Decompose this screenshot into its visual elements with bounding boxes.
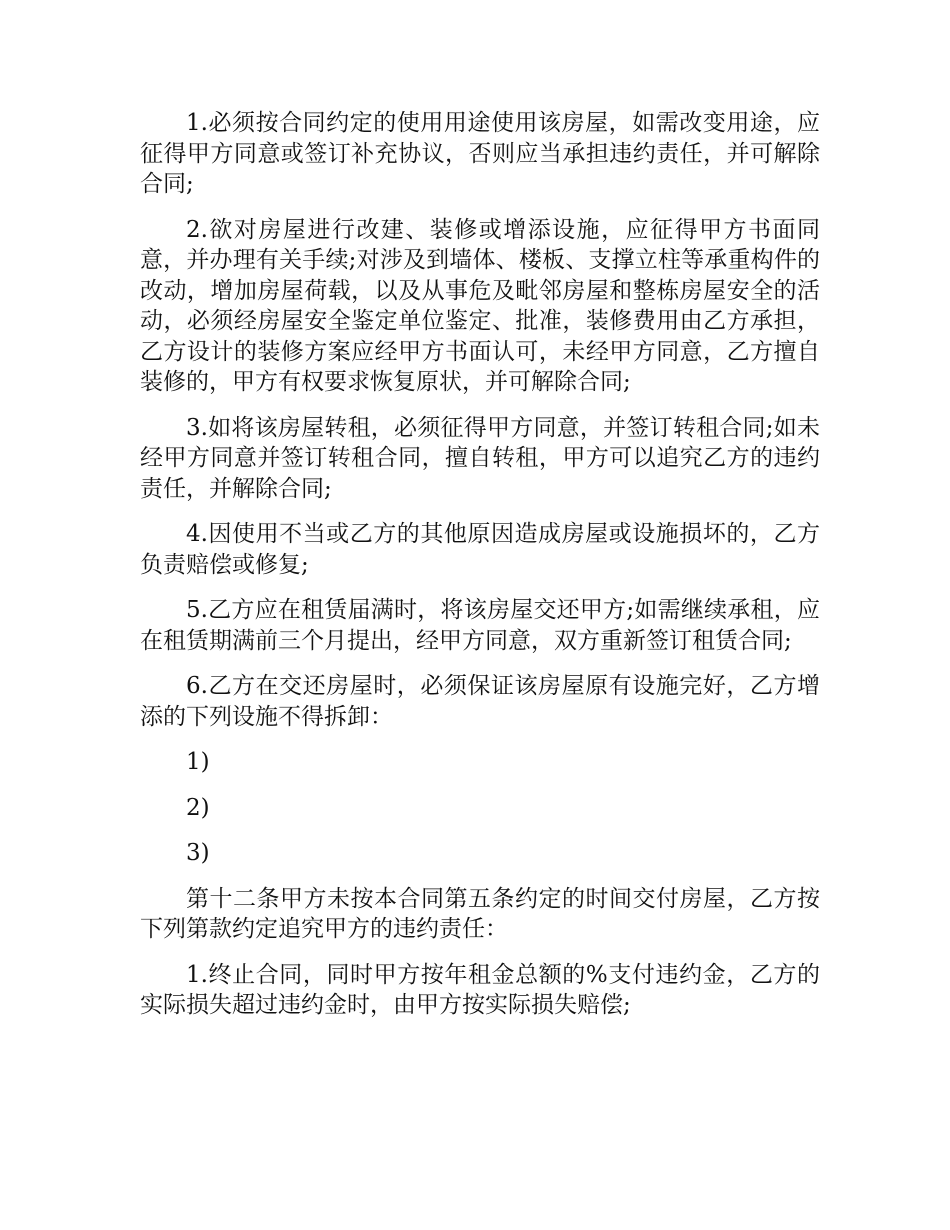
- clause-paragraph: 3.如将该房屋转租，必须征得甲方同意，并签订转租合同;如未经甲方同意并签订转租合同，擅自转租，甲方可以追究乙方的违约责任，并解除合同;: [140, 414, 820, 502]
- clause-paragraph: 5.乙方应在租赁届满时，将该房屋交还甲方;如需继续承租，应在租赁期满前三个月提出，经甲方同意，双方重新签订租赁合同;: [140, 597, 820, 654]
- clause-paragraph: 2.欲对房屋进行改建、装修或增添设施，应征得甲方书面同意，并办理有关手续;对涉及到墙体、楼板、支撑立柱等承重构件的改动，增加房屋荷载，以及从事危及毗邻房屋和整栋房屋安全的活动，必须经房屋安全鉴定单位鉴定、批准，装修费用由乙方承担，乙方设计的装修方案应经甲方书面认可，未经甲方同意，乙方擅自装修的，甲方有权要求恢复原状，并可解除合同;: [140, 216, 820, 395]
- clause-paragraph: 1.必须按合同约定的使用用途使用该房屋，如需改变用途，应征得甲方同意或签订补充协议，否则应当承担违约责任，并可解除合同;: [140, 110, 820, 197]
- document-body: [140, 108, 820, 1036]
- article-12-paragraph: 第十二条甲方未按本合同第五条约定的时间交付房屋，乙方按下列第款约定追究甲方的违约责任：: [140, 885, 820, 942]
- article-12-item-1: 1.终止合同，同时甲方按年租金总额的%支付违约金，乙方的实际损失超过违约金时，由甲方按实际损失赔偿;: [140, 961, 820, 1018]
- clause-paragraph: 4.因使用不当或乙方的其他原因造成房屋或设施损坏的，乙方负责赔偿或修复;: [140, 521, 820, 578]
- list-item: 1): [186, 749, 210, 775]
- clause-paragraph: 6.乙方在交还房屋时，必须保证该房屋原有设施完好，乙方增添的下列设施不得拆卸：: [140, 673, 820, 730]
- list-item: 2): [186, 794, 210, 821]
- list-item: 3): [186, 840, 210, 866]
